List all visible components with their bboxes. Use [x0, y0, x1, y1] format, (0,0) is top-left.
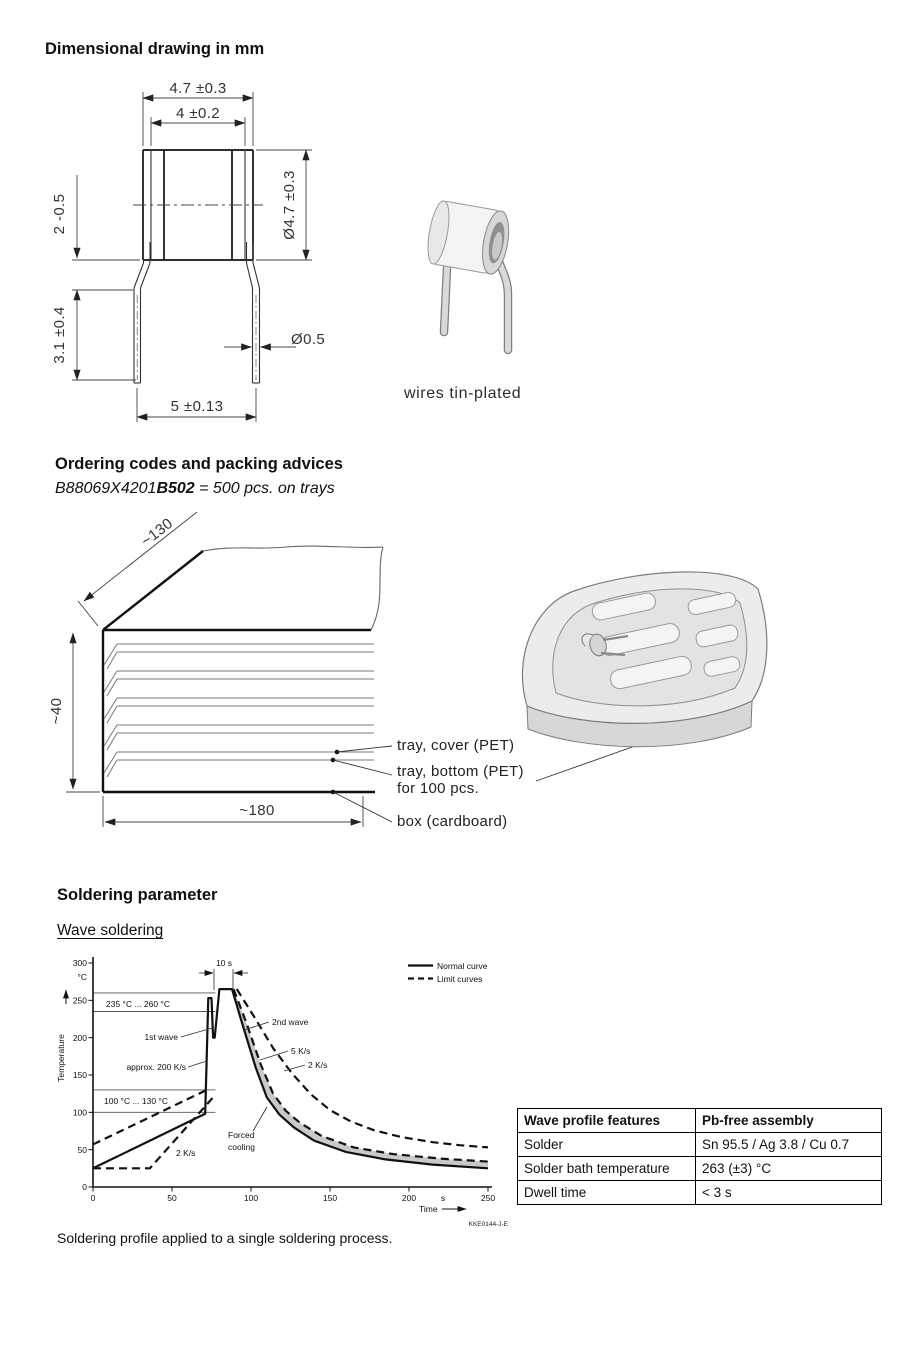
peak-duration-dim — [199, 969, 248, 990]
subsection-wave-soldering: Wave soldering — [57, 922, 164, 939]
dim-diameter-label: Ø4.7 ±0.3 — [281, 170, 298, 240]
dim-width-outer-label: 4.7 ±0.3 — [169, 80, 227, 97]
dim-diameter — [256, 150, 312, 260]
label-tray-bottom-qty: for 100 pcs. — [397, 780, 479, 797]
section-title-ordering: Ordering codes and packing advices — [55, 455, 343, 473]
svg-text:50: 50 — [167, 1193, 177, 1203]
ordering-code-line — [55, 480, 335, 498]
dim-body-length-label: 2 -0.5 — [51, 193, 68, 235]
svg-text:250: 250 — [72, 995, 87, 1006]
table-header-assembly: Pb-free assembly — [696, 1109, 882, 1133]
svg-text:150: 150 — [322, 1193, 338, 1203]
component-3d-render — [400, 185, 570, 405]
dim-lead-spacing — [137, 388, 256, 422]
svg-text:100: 100 — [243, 1193, 259, 1203]
dim-lead-diameter-label: Ø0.5 — [291, 331, 326, 348]
packing-figure — [48, 505, 790, 850]
dim-lead-length — [51, 290, 136, 380]
svg-text:150: 150 — [72, 1070, 87, 1081]
ordering-code-prefix: B88069X4201 — [55, 480, 157, 497]
dim-width-inner-label: 4 ±0.2 — [176, 105, 220, 122]
dim-body-length — [51, 175, 140, 260]
chart-axes — [66, 957, 492, 1209]
forced-cooling-label-2: cooling — [228, 1142, 255, 1152]
component-caption: wires tin-plated — [404, 385, 522, 402]
table-cell-bath-temp-value: 263 (±3) °C — [696, 1157, 882, 1181]
table-header-row — [518, 1109, 882, 1133]
svg-text:300: 300 — [72, 958, 87, 969]
soldering-footnote: Soldering profile applied to a single soldering process. — [57, 1230, 393, 1246]
legend-limit-curves: Limit curves — [437, 974, 483, 984]
svg-text:100: 100 — [72, 1107, 87, 1118]
table-row — [518, 1157, 882, 1181]
component-outline — [133, 150, 263, 260]
peak-duration-label: 10 s — [215, 958, 233, 968]
table-row — [518, 1133, 882, 1157]
chart-legend — [408, 961, 488, 984]
component-wires — [444, 262, 508, 350]
dim-box-width-label: ~180 — [239, 802, 275, 819]
table-cell-dwell: Dwell time — [518, 1181, 696, 1205]
preheat-rate-label: 2 K/s — [176, 1148, 196, 1158]
svg-text:0: 0 — [90, 1193, 96, 1203]
svg-text:s: s — [440, 1193, 446, 1203]
dim-lead-diameter — [224, 331, 325, 348]
dim-lead-length-label: 3.1 ±0.4 — [51, 306, 68, 364]
dim-box-height — [48, 633, 100, 792]
legend-normal-curve: Normal curve — [437, 961, 488, 971]
table-row — [518, 1181, 882, 1205]
wave-band-label: 235 °C ... 260 °C — [106, 999, 170, 1009]
forced-cooling-label-1: Forced — [228, 1130, 255, 1140]
svg-text:50: 50 — [77, 1144, 87, 1155]
table-cell-solder: Solder — [518, 1133, 696, 1157]
section-title-soldering: Soldering parameter — [57, 886, 218, 904]
svg-text:°C: °C — [77, 971, 87, 982]
preheat-band-label: 100 °C ... 130 °C — [104, 1096, 168, 1106]
axis-ticks — [73, 958, 496, 1203]
section-title-dimensional: Dimensional drawing in mm — [45, 40, 265, 58]
table-cell-bath-temp: Solder bath temperature — [518, 1157, 696, 1181]
table-cell-dwell-value: < 3 s — [696, 1181, 882, 1205]
dim-box-width — [103, 796, 363, 827]
ordering-code-suffix: = 500 pcs. on trays — [194, 480, 335, 497]
tray-stack — [104, 644, 374, 777]
reference-lines — [93, 993, 216, 1112]
svg-text:200: 200 — [401, 1193, 417, 1203]
second-wave-label: 2nd wave — [272, 1017, 309, 1027]
dim-box-depth-label: ~130 — [138, 514, 177, 551]
wave-soldering-chart — [45, 945, 520, 1240]
first-wave-label: 1st wave — [144, 1032, 178, 1042]
svg-text:250: 250 — [480, 1193, 496, 1203]
y-axis-title: Temperature — [56, 1034, 66, 1082]
dim-box-height-label: ~40 — [48, 697, 65, 725]
ramp-rate-label: approx. 200 K/s — [126, 1062, 186, 1072]
wave-profile-table — [517, 1108, 882, 1205]
cool-rate-slow-label: 2 K/s — [308, 1060, 328, 1070]
dim-width-inner — [151, 105, 245, 146]
label-tray-cover: tray, cover (PET) — [397, 737, 515, 754]
wave-profile-table-wrap — [517, 1108, 882, 1205]
tray-3d-render — [522, 572, 766, 747]
profile-curves — [93, 989, 488, 1168]
cool-rate-fast-label: 5 K/s — [291, 1046, 311, 1056]
component-body — [424, 199, 513, 276]
svg-text:200: 200 — [72, 1032, 87, 1043]
plot-id: KKE0144-J-E — [468, 1221, 508, 1228]
label-box-cardboard: box (cardboard) — [397, 813, 508, 830]
svg-text:0: 0 — [82, 1182, 87, 1193]
dim-lead-spacing-label: 5 ±0.13 — [170, 398, 224, 415]
ordering-code-bold: B502 — [156, 480, 195, 497]
box-outline — [103, 546, 383, 792]
label-tray-bottom: tray, bottom (PET) — [397, 763, 524, 780]
dimensional-drawing-figure — [40, 70, 380, 440]
x-axis-title: Time — [419, 1204, 438, 1214]
table-cell-solder-value: Sn 95.5 / Ag 3.8 / Cu 0.7 — [696, 1133, 882, 1157]
table-header-feature: Wave profile features — [518, 1109, 696, 1133]
component-leads — [134, 242, 260, 383]
